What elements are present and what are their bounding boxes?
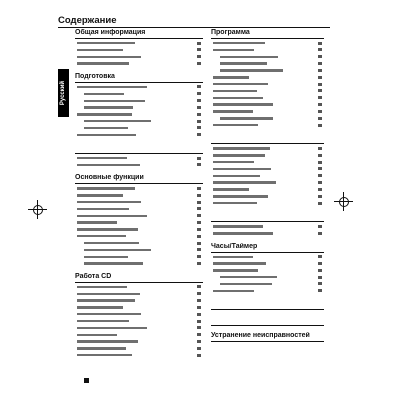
toc-entry xyxy=(211,274,324,280)
toc-entry-page xyxy=(197,347,201,350)
toc-entry xyxy=(75,155,203,161)
toc-section-title: Работа CD xyxy=(75,273,203,283)
toc-entry-text xyxy=(77,134,136,136)
toc-section xyxy=(75,144,203,168)
toc-entry xyxy=(75,284,203,290)
crop-mark-ring xyxy=(33,205,43,215)
toc-entry xyxy=(211,166,324,172)
toc-entry-text xyxy=(84,256,128,258)
language-tab-label: Русский xyxy=(60,80,67,106)
toc-entry-text xyxy=(77,62,129,64)
toc-entry xyxy=(75,247,203,253)
toc-entry-text xyxy=(77,347,126,349)
language-tab xyxy=(58,69,69,117)
toc-entry-page xyxy=(197,48,201,51)
toc-entry-page xyxy=(197,326,201,329)
toc-entry-text xyxy=(213,256,253,258)
toc-entry-page xyxy=(318,103,322,106)
toc-entry xyxy=(75,192,203,198)
toc-entry xyxy=(211,260,324,266)
toc-entry xyxy=(75,40,203,46)
toc-section xyxy=(75,273,203,359)
toc-entry xyxy=(75,47,203,53)
toc-entry-text xyxy=(77,215,147,217)
toc-entry-text xyxy=(213,290,254,292)
toc-entry xyxy=(75,111,203,117)
toc-entry xyxy=(75,118,203,124)
toc-entry-page xyxy=(318,188,322,191)
toc-column-left xyxy=(75,29,203,364)
toc-entry-page xyxy=(197,163,201,166)
toc-entry-page xyxy=(197,201,201,204)
toc-entry xyxy=(75,260,203,266)
toc-entry xyxy=(75,332,203,338)
toc-entry xyxy=(75,219,203,225)
toc-entry xyxy=(75,54,203,60)
toc-entry xyxy=(75,254,203,260)
toc-entry-page xyxy=(318,174,322,177)
toc-entry-text xyxy=(213,90,257,92)
toc-entry-page xyxy=(197,313,201,316)
toc-entry-page xyxy=(318,167,322,170)
toc-entry xyxy=(75,199,203,205)
toc-entry-page xyxy=(318,110,322,113)
toc-entry xyxy=(211,281,324,287)
toc-entry-text xyxy=(213,147,270,149)
toc-entry xyxy=(211,74,324,80)
toc-section-title: Программа xyxy=(211,29,324,39)
toc-entry xyxy=(75,352,203,358)
toc-entry-page xyxy=(318,62,322,65)
toc-entry xyxy=(211,88,324,94)
toc-entry-page xyxy=(197,248,201,251)
toc-entry-page xyxy=(197,255,201,258)
toc-section xyxy=(211,134,324,206)
toc-entry xyxy=(211,152,324,158)
toc-entry-text xyxy=(213,154,265,156)
toc-entry-page xyxy=(197,320,201,323)
toc-entry xyxy=(75,84,203,90)
toc-entry xyxy=(211,40,324,46)
toc-entry xyxy=(211,145,324,151)
title-rule xyxy=(58,27,330,28)
toc-entry xyxy=(211,81,324,87)
toc-section-title: Часы/Таймер xyxy=(211,243,324,253)
toc-entry-page xyxy=(318,225,322,228)
toc-entry-page xyxy=(197,85,201,88)
toc-entry-text xyxy=(220,62,267,64)
toc-entry xyxy=(211,95,324,101)
toc-entry-text xyxy=(213,103,273,105)
toc-entry-text xyxy=(77,208,129,210)
toc-entry xyxy=(211,288,324,294)
toc-entry-page xyxy=(197,292,201,295)
toc-entry-page xyxy=(197,133,201,136)
toc-entry-page xyxy=(197,228,201,231)
toc-entry-text xyxy=(84,106,133,108)
toc-entry-page xyxy=(318,48,322,51)
toc-section xyxy=(211,300,324,310)
toc-entry-page xyxy=(318,181,322,184)
toc-entry xyxy=(211,67,324,73)
toc-entry-page xyxy=(318,96,322,99)
toc-entry-text xyxy=(213,76,249,78)
toc-entry-text xyxy=(220,117,273,119)
toc-entry xyxy=(75,297,203,303)
toc-column-right xyxy=(211,29,324,348)
toc-entry xyxy=(211,254,324,260)
toc-entry xyxy=(75,345,203,351)
toc-entry-page xyxy=(318,117,322,120)
toc-entry xyxy=(211,54,324,60)
toc-entry-page xyxy=(318,83,322,86)
toc-entry xyxy=(75,226,203,232)
toc-entry-page xyxy=(197,340,201,343)
toc-entry-text xyxy=(220,283,272,285)
toc-section-title xyxy=(211,134,324,144)
toc-entry-text xyxy=(213,42,265,44)
toc-entry-page xyxy=(197,214,201,217)
toc-entry-page xyxy=(197,106,201,109)
toc-entry xyxy=(75,318,203,324)
toc-entry-text xyxy=(77,299,135,301)
toc-entry xyxy=(211,108,324,114)
toc-entry-text xyxy=(77,228,138,230)
toc-entry xyxy=(211,230,324,236)
toc-entry-text xyxy=(77,286,127,288)
toc-entry-page xyxy=(318,195,322,198)
toc-section xyxy=(211,212,324,236)
toc-entry-text xyxy=(213,262,266,264)
toc-section-title xyxy=(211,316,324,326)
toc-entry-page xyxy=(318,154,322,157)
toc-entry-text xyxy=(77,86,147,88)
toc-entry-page xyxy=(318,202,322,205)
toc-entry-text xyxy=(77,340,138,342)
toc-section xyxy=(211,29,324,128)
toc-entry xyxy=(75,104,203,110)
toc-entry-text xyxy=(77,320,129,322)
toc-entry-page xyxy=(318,42,322,45)
toc-entry-text xyxy=(220,69,283,71)
toc-entry-page xyxy=(197,187,201,190)
toc-entry-page xyxy=(197,221,201,224)
toc-entry xyxy=(211,223,324,229)
toc-entry xyxy=(211,47,324,53)
toc-entry-page xyxy=(197,157,201,160)
toc-entry xyxy=(75,162,203,168)
crop-mark-icon xyxy=(334,192,353,211)
toc-entry-page xyxy=(197,242,201,245)
toc-entry xyxy=(75,291,203,297)
toc-entry-text xyxy=(213,188,249,190)
toc-entry-text xyxy=(84,242,139,244)
toc-section-title: Общая информация xyxy=(75,29,203,39)
toc-entry-page xyxy=(318,232,322,235)
toc-entry-text xyxy=(220,56,278,58)
toc-entry-text xyxy=(213,181,276,183)
toc-entry-page xyxy=(318,262,322,265)
toc-entry xyxy=(75,60,203,66)
toc-section xyxy=(75,174,203,267)
toc-entry xyxy=(75,206,203,212)
toc-entry-page xyxy=(197,126,201,129)
toc-entry-page xyxy=(197,306,201,309)
toc-entry-text xyxy=(77,157,127,159)
toc-entry-page xyxy=(318,269,322,272)
toc-entry-text xyxy=(213,168,271,170)
toc-entry-text xyxy=(213,124,258,126)
crop-mark-icon xyxy=(28,200,47,219)
toc-entry-page xyxy=(197,207,201,210)
toc-entry-text xyxy=(77,221,117,223)
toc-entry xyxy=(75,325,203,331)
toc-entry xyxy=(211,179,324,185)
toc-section xyxy=(75,29,203,67)
toc-entry xyxy=(75,185,203,191)
toc-entry-text xyxy=(77,49,123,51)
toc-entry-text xyxy=(213,225,263,227)
toc-entry xyxy=(211,115,324,121)
toc-entry xyxy=(75,311,203,317)
toc-entry-page xyxy=(197,235,201,238)
toc-section-title xyxy=(75,144,203,154)
toc-entry-page xyxy=(197,55,201,58)
toc-section-title xyxy=(211,300,324,310)
toc-entry-text xyxy=(84,93,124,95)
toc-section xyxy=(211,243,324,295)
toc-entry-page xyxy=(197,299,201,302)
toc-entry-text xyxy=(77,293,140,295)
toc-entry-text xyxy=(77,235,126,237)
toc-entry-page xyxy=(318,89,322,92)
toc-entry-text xyxy=(77,354,132,356)
toc-entry xyxy=(211,101,324,107)
toc-entry-page xyxy=(197,42,201,45)
toc-entry xyxy=(75,125,203,131)
toc-entry-page xyxy=(197,92,201,95)
toc-entry-page xyxy=(318,276,322,279)
toc-entry xyxy=(75,233,203,239)
toc-entry-text xyxy=(84,262,143,264)
toc-entry-page xyxy=(197,99,201,102)
toc-entry-text xyxy=(77,194,123,196)
toc-section-title: Основные функции xyxy=(75,174,203,184)
toc-entry xyxy=(211,193,324,199)
crop-mark-ring xyxy=(339,197,349,207)
toc-entry-text xyxy=(213,202,257,204)
toc-entry-text xyxy=(84,249,151,251)
toc-entry-text xyxy=(213,269,258,271)
toc-entry-text xyxy=(77,113,132,115)
toc-entry-page xyxy=(197,194,201,197)
toc-entry xyxy=(75,240,203,246)
toc-entry-text xyxy=(77,334,117,336)
toc-entry-text xyxy=(213,49,254,51)
toc-section xyxy=(211,316,324,326)
toc-entry-text xyxy=(213,110,253,112)
toc-entry-text xyxy=(84,100,145,102)
toc-entry-text xyxy=(220,276,277,278)
toc-entry-text xyxy=(77,187,135,189)
toc-entry xyxy=(211,200,324,206)
toc-entry-text xyxy=(213,83,268,85)
toc-entry-page xyxy=(197,120,201,123)
toc-entry-page xyxy=(197,285,201,288)
toc-entry-page xyxy=(197,62,201,65)
toc-entry-text xyxy=(213,161,254,163)
toc-entry xyxy=(211,267,324,273)
toc-entry xyxy=(75,91,203,97)
toc-entry-page xyxy=(318,76,322,79)
toc-entry-text xyxy=(213,175,260,177)
toc-section xyxy=(75,73,203,138)
toc-entry xyxy=(211,159,324,165)
toc-entry-page xyxy=(197,262,201,265)
toc-entry-text xyxy=(84,127,128,129)
toc-entry-text xyxy=(77,306,123,308)
toc-entry xyxy=(211,186,324,192)
toc-entry xyxy=(75,213,203,219)
toc-entry xyxy=(75,132,203,138)
toc-entry xyxy=(211,122,324,128)
toc-entry-text xyxy=(84,120,151,122)
toc-entry-page xyxy=(318,289,322,292)
toc-entry xyxy=(211,60,324,66)
page-number-marker xyxy=(84,378,89,383)
toc-entry xyxy=(75,338,203,344)
toc-entry xyxy=(75,304,203,310)
toc-entry-page xyxy=(318,55,322,58)
toc-section-title: Подготовка xyxy=(75,73,203,83)
toc-entry-text xyxy=(77,42,135,44)
toc-entry-page xyxy=(197,333,201,336)
toc-entry-text xyxy=(77,56,141,58)
toc-entry-text xyxy=(213,195,268,197)
toc-entry-text xyxy=(77,164,140,166)
toc-section xyxy=(211,332,324,342)
toc-entry-page xyxy=(318,161,322,164)
toc-entry xyxy=(75,98,203,104)
toc-entry-page xyxy=(318,255,322,258)
toc-section-title: Устранение неисправностей xyxy=(211,332,324,342)
toc-entry-text xyxy=(77,201,141,203)
toc-section-title xyxy=(211,212,324,222)
toc-entry-text xyxy=(77,313,141,315)
page-title: Содержание xyxy=(58,15,117,26)
toc-entry-page xyxy=(197,113,201,116)
toc-entry-page xyxy=(318,147,322,150)
toc-entry-page xyxy=(318,282,322,285)
toc-entry-page xyxy=(318,69,322,72)
toc-entry-page xyxy=(318,124,322,127)
toc-entry-text xyxy=(213,232,273,234)
toc-entry-text xyxy=(77,327,147,329)
toc-entry xyxy=(211,173,324,179)
toc-entry-text xyxy=(213,97,263,99)
toc-entry-page xyxy=(197,354,201,357)
